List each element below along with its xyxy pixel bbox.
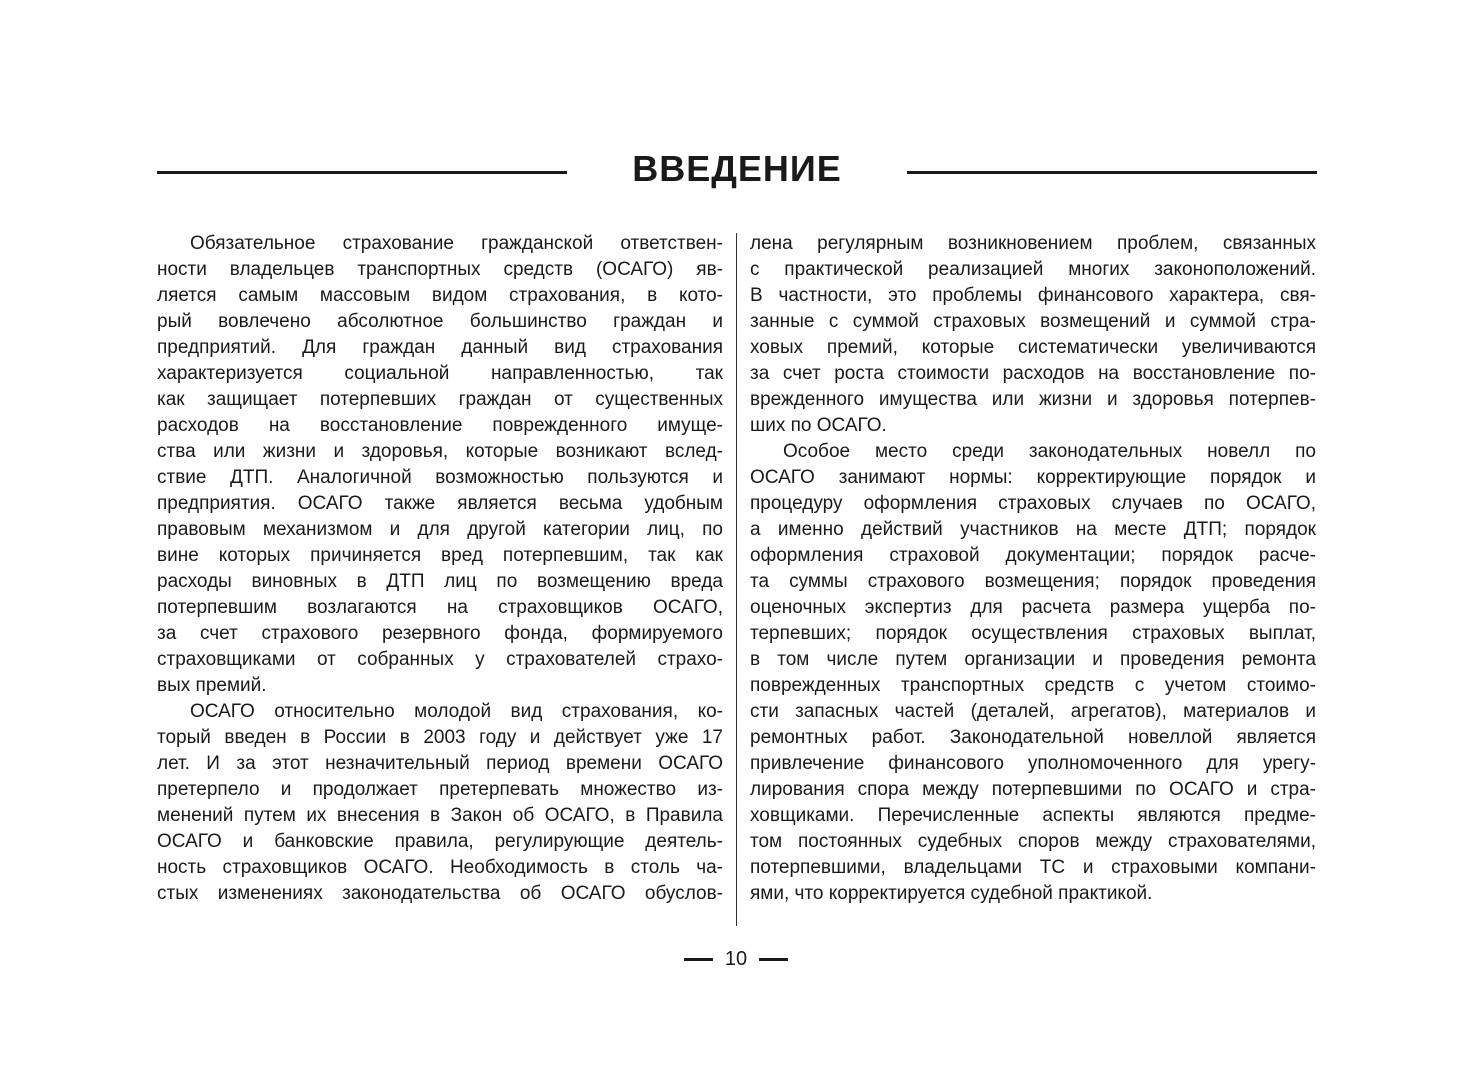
- text-line: занные с суммой страховых возмещений и суммой стра-: [750, 311, 1316, 332]
- text-line: оформления страховой документации; порядок расче-: [750, 545, 1316, 566]
- text-line: Особое место среди законодательных новелл по: [783, 441, 1316, 462]
- text-line: а именно действий участников на месте ДТП; порядок: [750, 519, 1316, 540]
- text-line: предприятий. Для граждан данный вид страхования: [157, 337, 723, 358]
- text-line: та суммы страхового возмещения; порядок проведения: [750, 571, 1316, 592]
- text-line: ремонтных работ. Законодательной новеллой является: [750, 727, 1316, 748]
- text-line: ОСАГО относительно молодой вид страхования, ко-: [190, 701, 723, 722]
- text-line: потерпевшими, владельцами ТС и страховыми компани-: [750, 857, 1316, 878]
- text-line: в том числе путем организации и проведения ремонта: [750, 649, 1316, 670]
- text-line: лена регулярным возникновением проблем, связанных: [750, 233, 1316, 254]
- text-line: претерпело и продолжает претерпевать множество из-: [157, 779, 723, 800]
- text-line: ствие ДТП. Аналогичной возможностью пользуются и: [157, 467, 723, 488]
- text-line: за счет роста стоимости расходов на восстановление по-: [750, 363, 1316, 384]
- text-line: лирования спора между потерпевшими по ОСАГО и стра-: [750, 779, 1316, 800]
- text-line: вине которых причиняется вред потерпевшим, так как: [157, 545, 723, 566]
- text-line: ховщиками. Перечисленные аспекты являются предме-: [750, 805, 1316, 826]
- footer-dash-left: [684, 958, 713, 961]
- text-line: с практической реализацией многих законоположений.: [750, 259, 1316, 280]
- text-line: лет. И за этот незначительный период времени ОСАГО: [157, 753, 723, 774]
- text-column-left: [157, 231, 723, 907]
- text-line: ших по ОСАГО.: [750, 415, 887, 436]
- text-line: том постоянных судебных споров между страхователями,: [750, 831, 1316, 852]
- text-column-right: [750, 231, 1316, 907]
- text-line: поврежденных транспортных средств с учетом стоимо-: [750, 675, 1316, 696]
- text-line: ями, что корректируется судебной практикой.: [750, 883, 1153, 904]
- text-line: за счет страхового резервного фонда, формируемого: [157, 623, 723, 644]
- title-rule-right: [907, 171, 1317, 174]
- column-divider: [736, 233, 737, 926]
- text-line: оценочных экспертиз для расчета размера ущерба по-: [750, 597, 1316, 618]
- text-line: предприятия. ОСАГО также является весьма удобным: [157, 493, 723, 514]
- text-line: врежденного имущества или жизни и здоровья потерпев-: [750, 389, 1316, 410]
- text-line: ОСАГО и банковские правила, регулирующие деятель-: [157, 831, 723, 852]
- text-line: правовым механизмом и для другой категории лиц, по: [157, 519, 723, 540]
- text-line: расходы виновных в ДТП лиц по возмещению вреда: [157, 571, 723, 592]
- text-line: как защищает потерпевших граждан от существенных: [157, 389, 723, 410]
- text-line: сти запасных частей (деталей, агрегатов), материалов и: [750, 701, 1316, 722]
- text-line: стых изменениях законодательства об ОСАГО обуслов-: [157, 883, 723, 904]
- text-line: ства или жизни и здоровья, которые возникают вслед-: [157, 441, 723, 462]
- footer-dash-right: [759, 958, 788, 961]
- text-line: ляется самым массовым видом страхования, в кото-: [157, 285, 723, 306]
- text-line: расходов на восстановление поврежденного имуще-: [157, 415, 723, 436]
- page-number: 10: [724, 948, 748, 970]
- text-line: торый введен в России в 2003 году и действует уже 17: [157, 727, 723, 748]
- text-line: Обязательное страхование гражданской ответствен-: [190, 233, 723, 254]
- text-line: рый вовлечено абсолютное большинство граждан и: [157, 311, 723, 332]
- text-line: ховых премий, которые систематически увеличиваются: [750, 337, 1316, 358]
- title-rule-left: [157, 171, 567, 174]
- text-line: В частности, это проблемы финансового характера, свя-: [750, 285, 1316, 306]
- text-line: менений путем их внесения в Закон об ОСАГО, в Правила: [157, 805, 723, 826]
- text-line: характеризуется социальной направленностью, так: [157, 363, 723, 384]
- text-line: терпевших; порядок осуществления страховых выплат,: [750, 623, 1316, 644]
- text-line: ОСАГО занимают нормы: корректирующие порядок и: [750, 467, 1316, 488]
- chapter-title: ВВЕДЕНИЕ: [632, 148, 842, 189]
- text-line: ности владельцев транспортных средств (ОСАГО) яв-: [157, 259, 723, 280]
- text-line: вых премий.: [157, 675, 267, 696]
- text-line: ность страховщиков ОСАГО. Необходимость в столь ча-: [157, 857, 723, 878]
- text-line: страховщиками от собранных у страхователей страхо-: [157, 649, 723, 670]
- page-footer: [0, 948, 1472, 971]
- text-line: потерпевшим возлагаются на страховщиков ОСАГО,: [157, 597, 723, 618]
- text-line: привлечение финансового уполномоченного для урегу-: [750, 753, 1316, 774]
- text-line: процедуру оформления страховых случаев по ОСАГО,: [750, 493, 1316, 514]
